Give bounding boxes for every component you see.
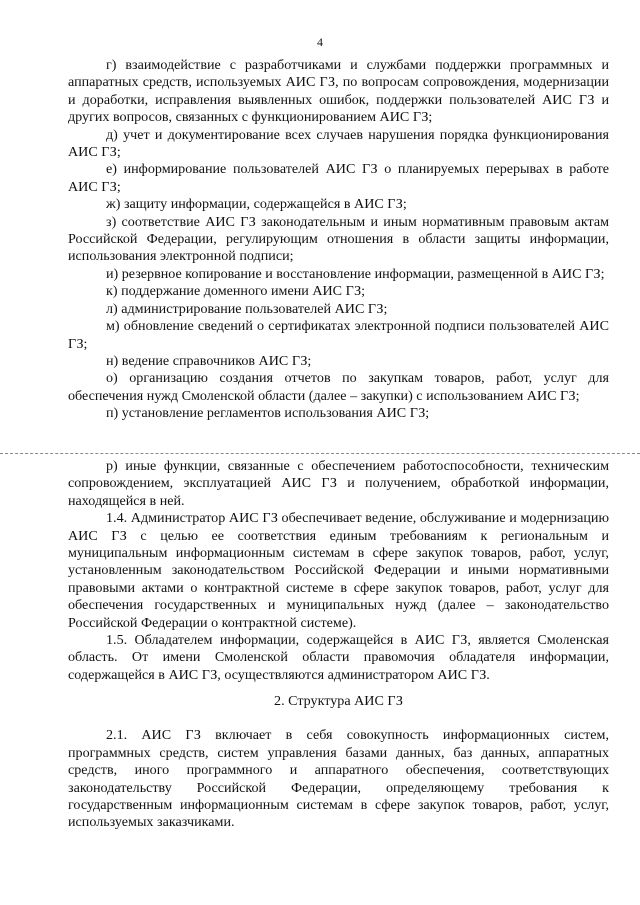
list-item: р) иные функции, связанные с обеспечением работоспособности, техническим сопровождением, эксплуатацией АИС ГЗ и получением, обработкой информации, находящейся в ней. bbox=[68, 458, 609, 509]
paragraph-1-4: 1.4. Администратор АИС ГЗ обеспечивает ведение, обслуживание и модернизацию АИС ГЗ с целью ее соответствия единым требованиям к региональным и муниципальным информационным системам в сфере закупок товаров, работ, услуг, установленным законодательством Российской Федерации и иными нормативными правовыми актами о контрактной системе в сфере закупок товаров, работ, услуг для обеспечения государственных и муниципальных нужд (далее – законодательство Российской Федерации о контрактной системе). bbox=[68, 510, 609, 631]
section-heading: 2. Структура АИС ГЗ bbox=[274, 693, 403, 709]
page-number: 4 bbox=[317, 35, 323, 49]
list-item: м) обновление сведений о сертификатах электронной подписи пользователей АИС ГЗ; bbox=[68, 318, 609, 352]
list-item: о) организацию создания отчетов по закупкам товаров, работ, услуг для обеспечения нужд Смоленской области (далее – закупки) с использованием АИС ГЗ; bbox=[68, 370, 609, 404]
section-2 bbox=[68, 693, 609, 832]
list-item: з) соответствие АИС ГЗ законодательным и иным нормативным правовым актам Российской Федерации, регулирующим отношения в области защиты информации, использования электронной подписи; bbox=[68, 213, 609, 265]
duties-list-bottom bbox=[68, 458, 609, 684]
list-item: л) администрирование пользователей АИС ГЗ; bbox=[106, 300, 388, 317]
list-item: н) ведение справочников АИС ГЗ; bbox=[106, 352, 312, 369]
list-item: г) взаимодействие с разработчиками и службами поддержки программных и аппаратных средств, используемых АИС ГЗ, по вопросам сопровождения, модернизации и доработки, исправления выявленных ошибок, поддержки пользователей АИС ГЗ и других вопросов, связанных с функционированием АИС ГЗ; bbox=[68, 57, 609, 126]
duties-list-top bbox=[68, 57, 609, 423]
list-item: и) резервное копирование и восстановление информации, размещенной в АИС ГЗ; bbox=[106, 265, 605, 282]
list-item: п) установление регламентов использования АИС ГЗ; bbox=[106, 405, 430, 422]
list-item: е) информирование пользователей АИС ГЗ о планируемых перерывах в работе АИС ГЗ; bbox=[68, 161, 609, 195]
list-item: ж) защиту информации, содержащейся в АИС ГЗ; bbox=[106, 196, 407, 213]
paragraph-1-5: 1.5. Обладателем информации, содержащейся в АИС ГЗ, является Смоленская область. От имени Смоленской области правомочия обладателя информации, содержащейся в АИС ГЗ, осуществляются администратором АИС ГЗ. bbox=[68, 632, 609, 683]
list-item: к) поддержание доменного имени АИС ГЗ; bbox=[106, 283, 366, 300]
list-item: д) учет и документирование всех случаев нарушения порядка функционирования АИС ГЗ; bbox=[68, 126, 609, 161]
paragraph-2-1: 2.1. АИС ГЗ включает в себя совокупность информационных систем, программных средств, систем управления базами данных, баз данных, аппаратных средств, иного программного и аппаратного обеспечения, соответствующих законодательству Российской Федерации, определяющему требования к государственным информационным системам в сфере закупок товаров, работ, услуг, используемых заказчиками. bbox=[68, 727, 609, 831]
page-break-divider bbox=[0, 453, 640, 454]
